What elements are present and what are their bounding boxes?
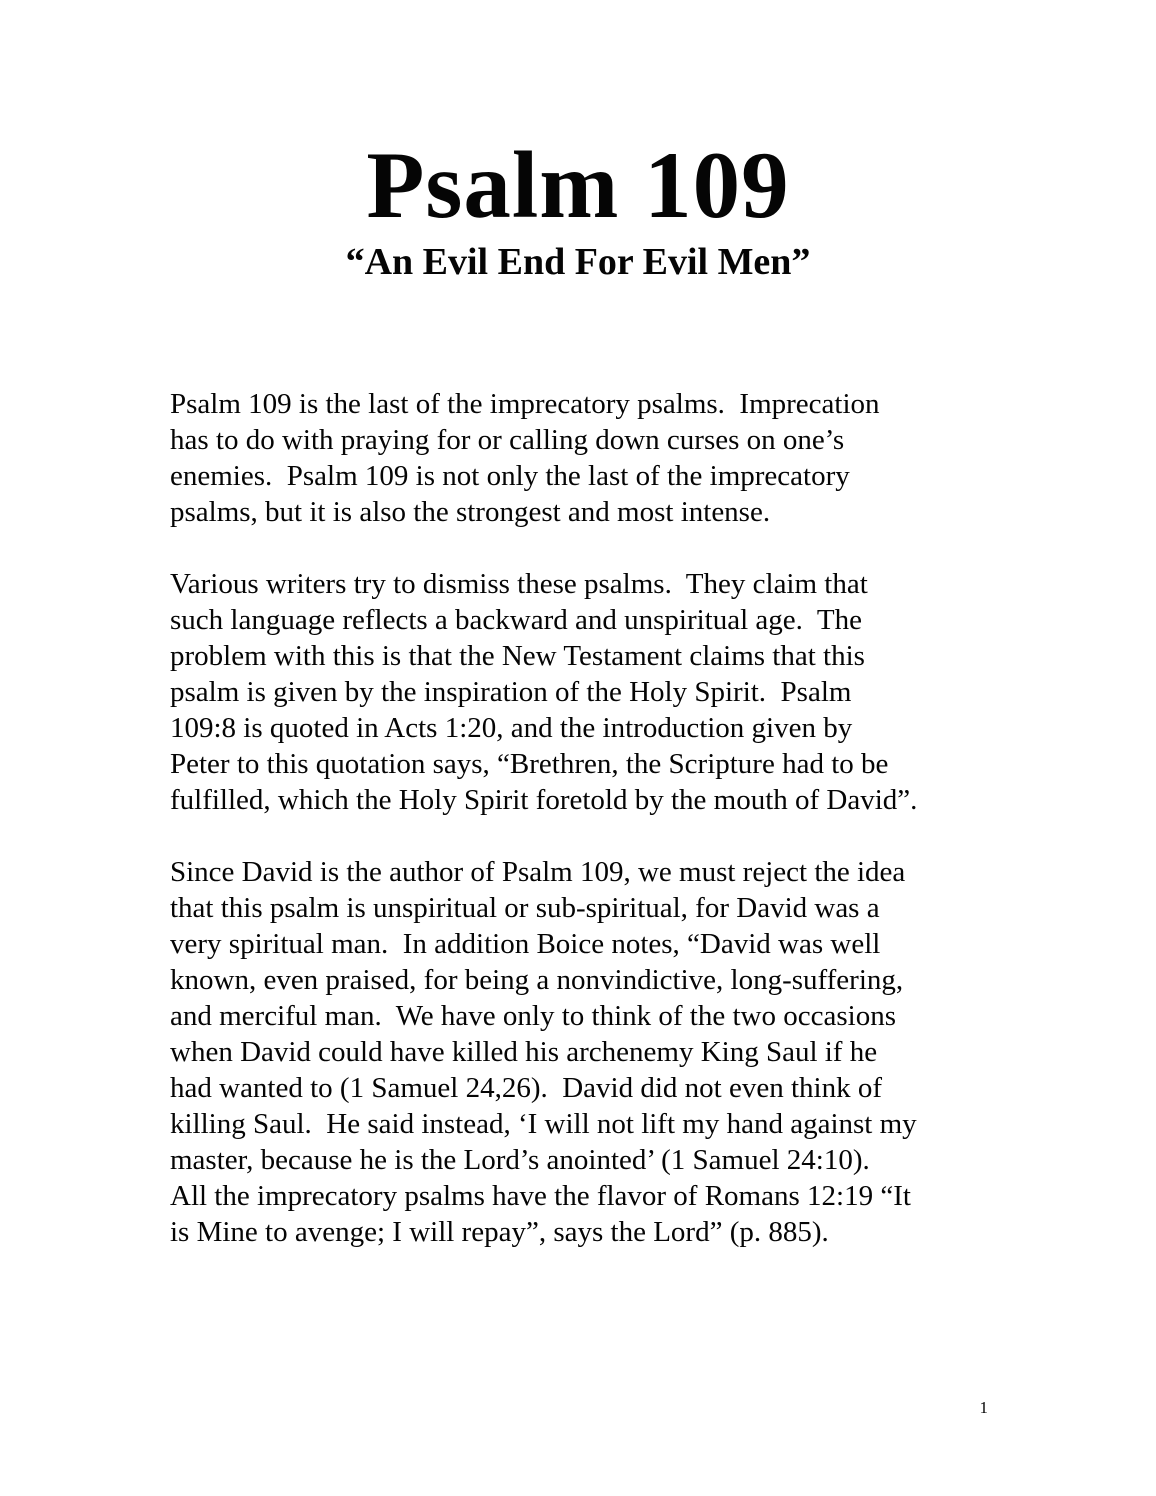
- text-line: had wanted to (1 Samuel 24,26). David did not even think of: [170, 1071, 882, 1104]
- text-line: fulfilled, which the Holy Spirit foretold by the mouth of David”.: [170, 783, 918, 816]
- text-line: enemies. Psalm 109 is not only the last of the imprecatory: [170, 459, 850, 492]
- text-line: Peter to this quotation says, “Brethren, the Scripture had to be: [170, 747, 889, 780]
- text-line: known, even praised, for being a nonvindictive, long-suffering,: [170, 963, 904, 996]
- page-number: 1: [979, 1398, 988, 1417]
- title-block: [0, 0, 1156, 284]
- text-line: Since David is the author of Psalm 109, we must reject the idea: [170, 855, 906, 888]
- text-line: Psalm 109 is the last of the imprecatory psalms. Imprecation: [170, 387, 880, 420]
- paragraph-2: [170, 566, 1000, 818]
- text-line: 109:8 is quoted in Acts 1:20, and the introduction given by: [170, 711, 853, 744]
- text-line: Various writers try to dismiss these psalms. They claim that: [170, 567, 868, 600]
- text-line: when David could have killed his archenemy King Saul if he: [170, 1035, 878, 1068]
- text-line: All the imprecatory psalms have the flavor of Romans 12:19 “It: [170, 1179, 911, 1212]
- text-line: such language reflects a backward and unspiritual age. The: [170, 603, 862, 636]
- text-line: psalms, but it is also the strongest and most intense.: [170, 495, 771, 528]
- text-line: very spiritual man. In addition Boice notes, “David was well: [170, 927, 881, 960]
- text-line: and merciful man. We have only to think of the two occasions: [170, 999, 896, 1032]
- text-line: master, because he is the Lord’s anointed’ (1 Samuel 24:10).: [170, 1143, 870, 1176]
- paragraph-1: [170, 386, 1000, 530]
- text-line: has to do with praying for or calling down curses on one’s: [170, 423, 845, 456]
- paragraph-3: [170, 854, 1000, 1250]
- text-line: problem with this is that the New Testament claims that this: [170, 639, 865, 672]
- text-line: that this psalm is unspiritual or sub-spiritual, for David was a: [170, 891, 880, 924]
- text-line: psalm is given by the inspiration of the Holy Spirit. Psalm: [170, 675, 852, 708]
- page-title: Psalm 109: [366, 132, 790, 238]
- page-subtitle: “An Evil End For Evil Men”: [345, 241, 811, 283]
- text-line: killing Saul. He said instead, ‘I will not lift my hand against my: [170, 1107, 917, 1140]
- document-body: [170, 386, 1000, 1250]
- text-line: is Mine to avenge; I will repay”, says the Lord” (p. 885).: [170, 1215, 829, 1248]
